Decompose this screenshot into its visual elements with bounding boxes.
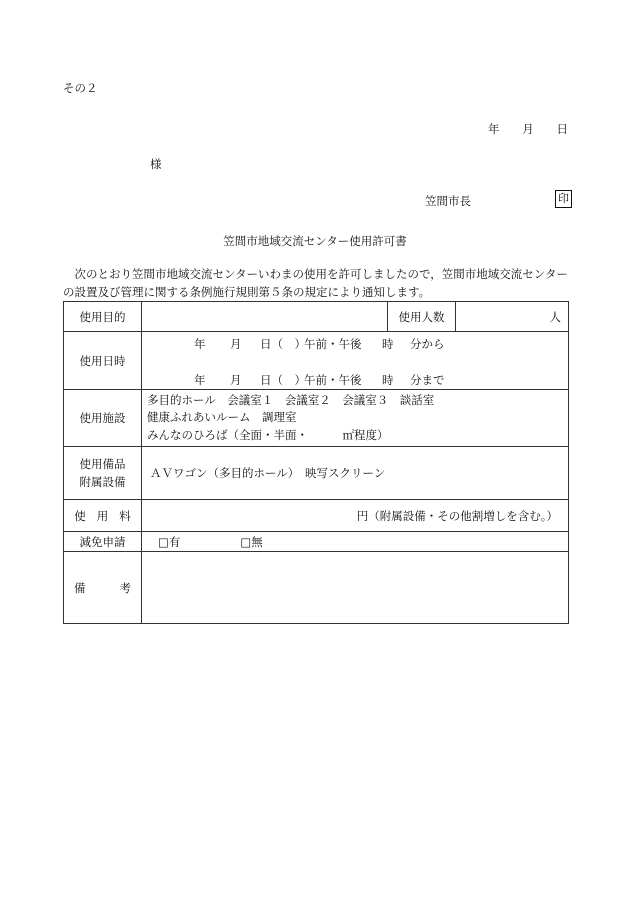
start-year: 年 — [194, 337, 206, 351]
people-unit: 人 — [549, 309, 561, 324]
permit-table — [63, 301, 569, 624]
fee-text: 円（附属設備・その他割増しを含む。） — [356, 508, 558, 523]
document-title: 笠間市地域交流センター使用許可書 — [223, 234, 407, 248]
facility-line: 健康ふれあいルーム 調理室 — [147, 410, 297, 425]
remarks-field[interactable] — [142, 552, 569, 624]
fee-label-char: 用 — [96, 508, 109, 523]
start-suffix: 分から — [410, 337, 445, 351]
equipment-label-line: 使用備品 — [79, 457, 126, 471]
facility-line: 多目的ホール 会議室１ 会議室２ 会議室３ 談話室 — [147, 392, 435, 407]
remarks-label-char: 考 — [119, 580, 131, 595]
facility-line: みんなのひろば（全面・半面・ ㎡程度） — [147, 427, 389, 442]
fee-field[interactable] — [142, 500, 569, 532]
facility-field[interactable] — [142, 390, 569, 447]
row-purpose — [64, 302, 569, 332]
fee-label-char: 料 — [119, 508, 131, 523]
end-month: 月 — [230, 373, 242, 387]
date-month-label: 月 — [522, 122, 534, 136]
end-suffix: 分まで — [410, 373, 445, 387]
end-day: 日（ ） — [260, 373, 306, 387]
end-hour: 時 — [382, 373, 394, 387]
end-ampm: 午前・午後 — [304, 373, 362, 387]
purpose-field[interactable] — [142, 302, 388, 332]
issue-date-line — [488, 121, 568, 137]
equipment-field[interactable] — [142, 447, 569, 500]
exemption-label: 減免申請 — [64, 532, 142, 552]
row-facility — [64, 390, 569, 447]
start-month: 月 — [230, 337, 242, 351]
notice-body-text: 次のとおり笠間市地域交流センターいわまの使用を許可しましたので，笠間市地域交流センターの設置及び管理に関する条例施行規則第５条の規定により通知します。 — [63, 267, 568, 299]
row-exemption — [64, 532, 569, 552]
exemption-yes-checkbox[interactable]: □有 — [158, 534, 181, 549]
start-ampm: 午前・午後 — [304, 337, 362, 351]
date-day-label: 日 — [556, 122, 568, 136]
exemption-field — [142, 532, 569, 552]
people-count-field[interactable] — [456, 302, 569, 332]
document-number-label: その２ — [63, 81, 98, 95]
fee-label-char: 使 — [74, 508, 86, 523]
row-datetime — [64, 332, 569, 390]
seal-mark: 印 — [555, 190, 572, 208]
datetime-label: 使用日時 — [64, 332, 142, 390]
end-year: 年 — [194, 373, 206, 387]
equipment-label-line: 附属設備 — [79, 475, 126, 489]
row-equipment — [64, 447, 569, 500]
row-remarks — [64, 552, 569, 624]
fee-label — [64, 500, 142, 532]
people-count-label: 使用人数 — [388, 302, 456, 332]
purpose-label: 使用目的 — [64, 302, 142, 332]
remarks-label-char: 備 — [74, 580, 86, 595]
row-fee — [64, 500, 569, 532]
facility-label: 使用施設 — [64, 390, 142, 447]
start-hour: 時 — [382, 337, 394, 351]
equipment-text: ＡＶワゴン（多目的ホール） 映写スクリーン — [150, 466, 386, 480]
start-day: 日（ ） — [260, 337, 306, 351]
date-year-label: 年 — [488, 122, 500, 136]
issuer-name: 笠間市長 — [425, 194, 471, 208]
datetime-field[interactable] — [142, 332, 569, 390]
equipment-label — [64, 447, 142, 500]
exemption-no-checkbox[interactable]: □無 — [240, 534, 263, 549]
remarks-label — [64, 552, 142, 624]
recipient-honorific: 様 — [150, 157, 162, 171]
